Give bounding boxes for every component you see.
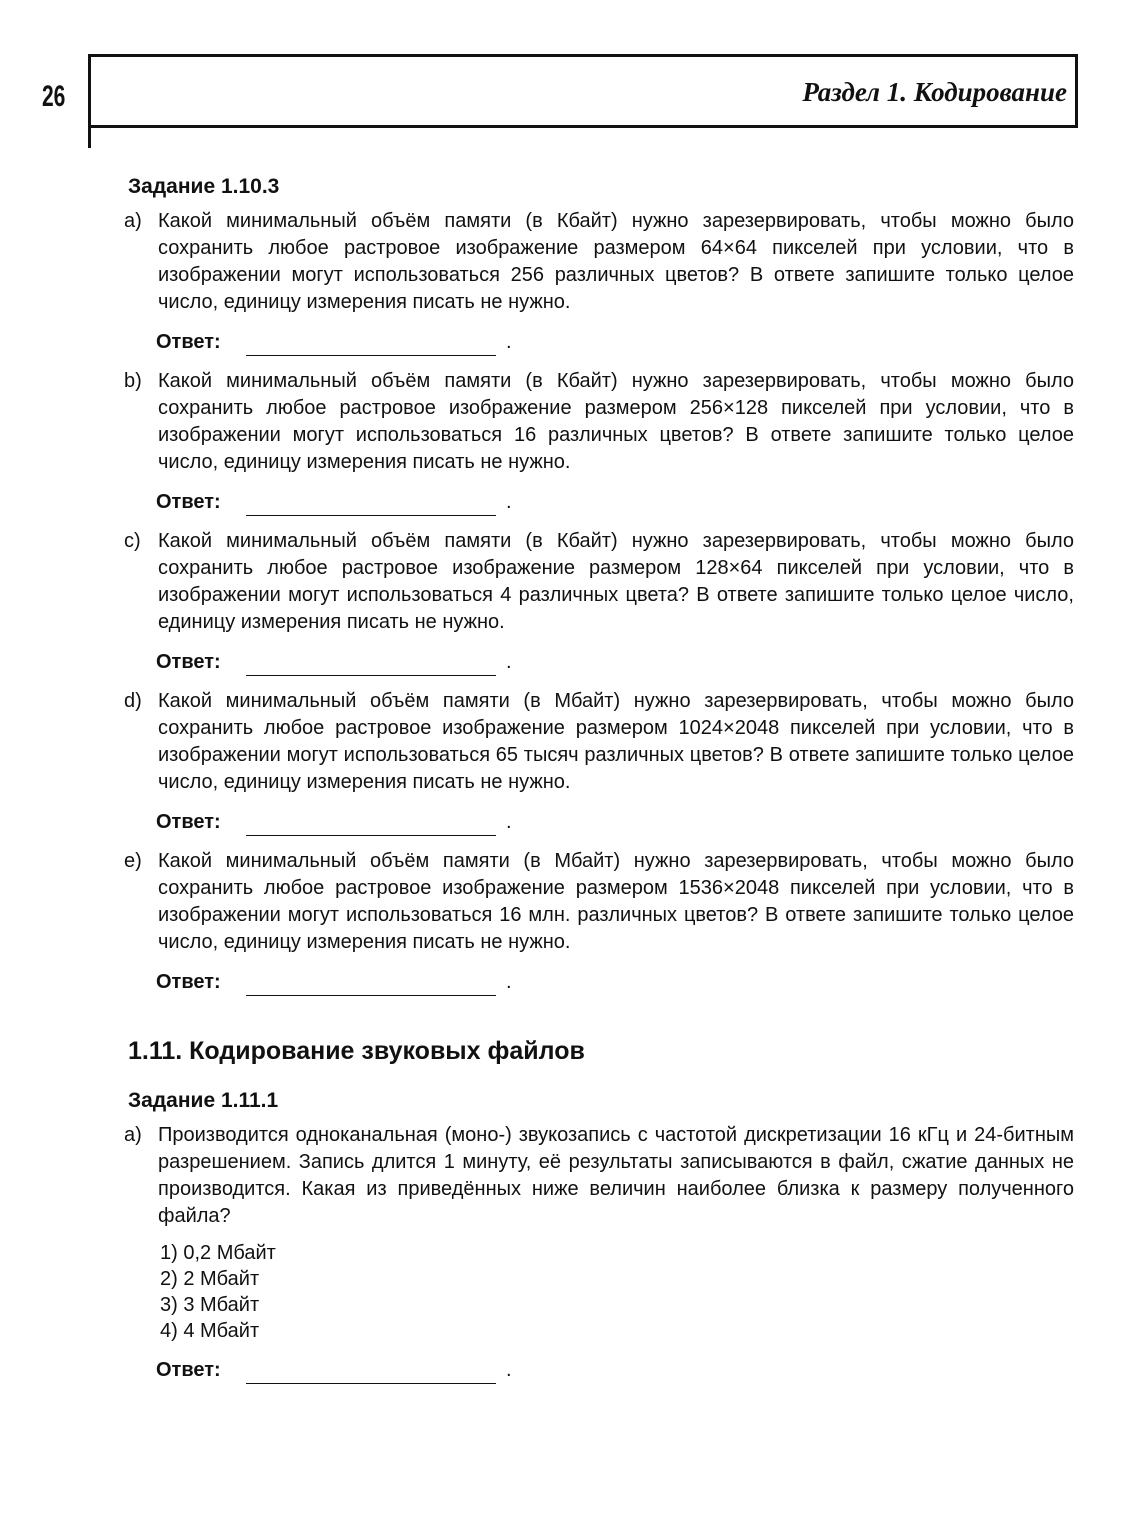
option-item: 2) 2 Мбайт [160,1268,260,1290]
answer-label: Ответ: [156,1359,221,1381]
item-text: Какой минимальный объём памяти (в Кбайт) нужно зарезервировать, чтобы можно было сохранить любое растровое изображение размером 256×128 пикселей при условии, что в изображении могут использоваться 16 различных цветов? В ответе запишите только целое число, единицу измерения писать не нужно. [158,370,1074,473]
options-list [160,1240,1074,1344]
answer-label: Ответ: [156,651,221,673]
answer-blank[interactable] [246,655,496,676]
answer-field [156,326,1074,356]
task-title: Задание 1.10.3 [128,175,280,198]
task-item [122,208,1074,316]
page-number: 26 [42,80,66,113]
item-text: Какой минимальный объём памяти (в Мбайт) нужно зарезервировать, чтобы можно было сохранить любое растровое изображение размером 1024×2048 пикселей при условии, что в изображении могут использоваться 65 тысяч различных цветов? В ответе запишите только целое число, единицу измерения писать не нужно. [158,690,1074,793]
answer-blank[interactable] [246,815,496,836]
answer-dot: . [506,651,512,673]
item-letter: e) [124,850,142,872]
answer-blank[interactable] [246,335,496,356]
answer-label: Ответ: [156,491,221,513]
task-item [122,368,1074,476]
item-text: Какой минимальный объём памяти (в Мбайт) нужно зарезервировать, чтобы можно было сохранить любое растровое изображение размером 1536×2048 пикселей при условии, что в изображении могут использоваться 16 млн. различных цветов? В ответе запишите только целое число, единицу измерения писать не нужно. [158,850,1074,953]
answer-dot: . [506,491,512,513]
answer-blank[interactable] [246,495,496,516]
answer-dot: . [506,1359,512,1381]
answer-dot: . [506,971,512,993]
task-item [122,688,1074,796]
task-item [122,1122,1074,1230]
answer-blank[interactable] [246,1363,496,1384]
item-letter: a) [124,1124,142,1146]
option-item: 3) 3 Мбайт [160,1294,260,1316]
answer-field [156,646,1074,676]
task-item [122,528,1074,636]
answer-field [156,486,1074,516]
header-title: Раздел 1. Кодирование [802,77,1067,107]
answer-blank[interactable] [246,975,496,996]
answer-dot: . [506,331,512,353]
item-text: Производится одноканальная (моно-) звукозапись с частотой дискретизации 16 кГц и 24-битным разрешением. Запись длится 1 минуту, её результаты записываются в файл, сжатие данных не производится. Какая из приведённых ниже величин наиболее близка к размеру полученного файла? [158,1124,1074,1227]
page-header [88,54,1078,128]
item-letter: b) [124,370,142,392]
task-item [122,848,1074,956]
item-letter: c) [124,530,141,552]
item-letter: d) [124,690,142,712]
item-letter: a) [124,210,142,232]
item-text: Какой минимальный объём памяти (в Кбайт) нужно зарезервировать, чтобы можно было сохранить любое растровое изображение размером 128×64 пикселей при условии, что в изображении могут использоваться 4 различных цвета? В ответе запишите только целое число, единицу измерения писать не нужно. [158,530,1074,633]
answer-field [156,806,1074,836]
task-title: Задание 1.11.1 [128,1089,279,1112]
answer-dot: . [506,811,512,833]
page-content [122,172,1074,1396]
option-item: 1) 0,2 Мбайт [160,1242,276,1264]
header-frame-tail [88,126,91,148]
section-title: 1.11. Кодирование звуковых файлов [128,1037,585,1065]
answer-label: Ответ: [156,811,221,833]
item-text: Какой минимальный объём памяти (в Кбайт) нужно зарезервировать, чтобы можно было сохранить любое растровое изображение размером 64×64 пикселей при условии, что в изображении могут использоваться 256 различных цветов? В ответе запишите только целое число, единицу измерения писать не нужно. [158,210,1074,313]
answer-field [156,966,1074,996]
answer-field [156,1354,1074,1384]
answer-label: Ответ: [156,331,221,353]
option-item: 4) 4 Мбайт [160,1320,260,1342]
answer-label: Ответ: [156,971,221,993]
